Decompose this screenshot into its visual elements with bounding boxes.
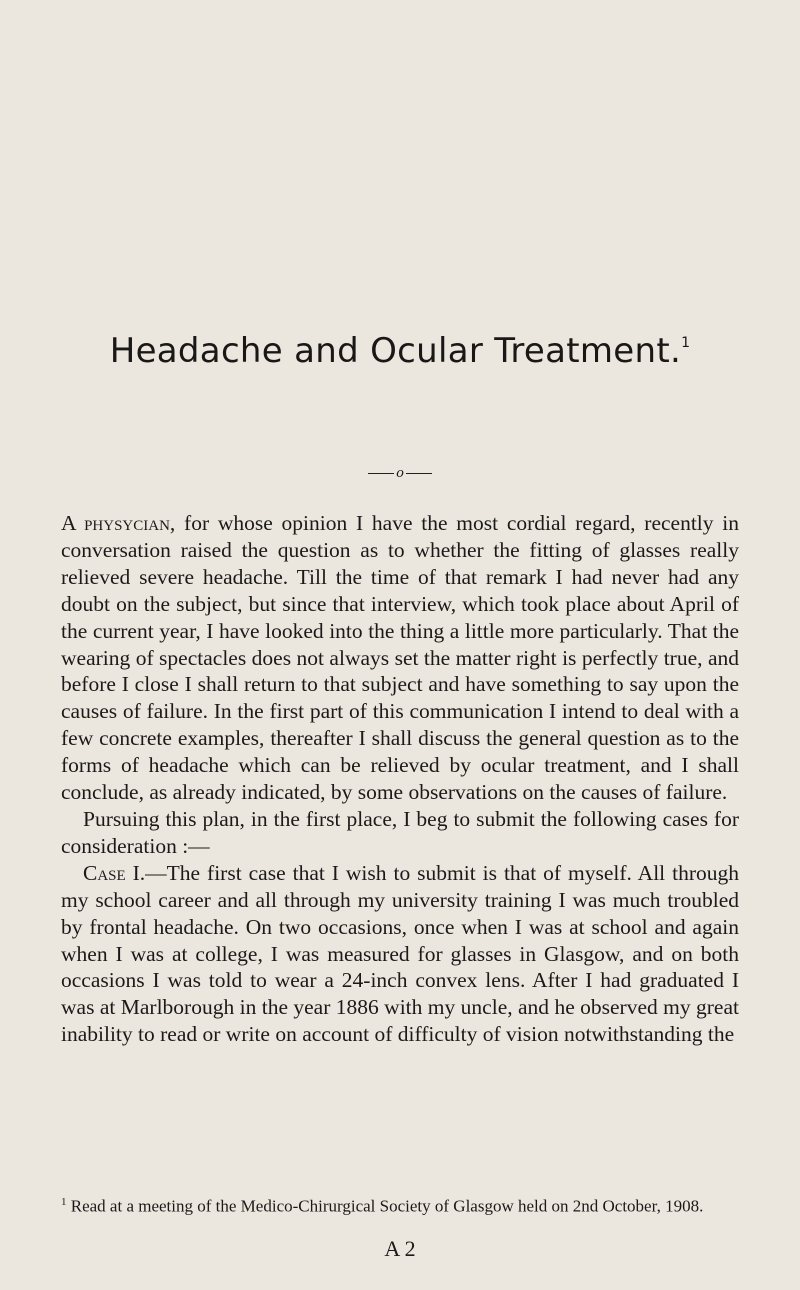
paragraph-1-text: for whose opinion I have the most cordial regard, recently in conversation raised the question as to whether the fitting of glasses really relieved severe headache. Till the time of that remark I had never had any doubt on the subject, but since that interview, which took place about April of the current year, I have looked into the thing a little more particularly. That the wearing of spectacles does not always set the matter right is perfectly true, and before I close I shall return to that subject and have something to say upon the causes of failure. In the first part of this communication I intend to deal with a few concrete examples, thereafter I shall discuss the general question as to the forms of headache which can be relieved by ocular treatment, and I shall conclude, as already indicated, by some observations on the causes of failure. [61, 511, 739, 805]
title-text: Headache and Ocular Treatment. [109, 331, 682, 371]
separator-mark: o [396, 466, 404, 481]
paragraph-2: Pursuing this plan, in the first place, I beg to submit the following cases for consideration :— [61, 806, 739, 858]
separator-dash-left [368, 473, 394, 474]
footnote [61, 1192, 739, 1217]
signature-mark: A 2 [384, 1236, 416, 1261]
separator-dash-right [406, 473, 432, 474]
paragraph-3 [61, 860, 739, 1048]
footnote-marker: 1 [61, 1196, 67, 1208]
body-text [61, 510, 739, 1048]
title-footnote-marker: 1 [681, 335, 691, 351]
page-title [0, 331, 800, 371]
paragraph-3-text: —The first case that I wish to submit is that of myself. All through my school career and all through my university training I was much troubled by frontal headache. On two occasions, once when I was at school and again when I was at college, I was measured for glasses in Glasgow, and on both occasions I was told to wear a 24-inch convex lens. After I had graduated I was at Marlborough in the year 1886 with my uncle, and he observed my great inability to read or write on account of difficulty of vision notwithstanding the [61, 860, 739, 1047]
paragraph-1-lead: A physycian, [61, 511, 176, 535]
case-heading: Case I. [83, 860, 146, 885]
section-separator [0, 466, 800, 481]
paragraph-1 [61, 510, 739, 806]
footnote-text: Read at a meeting of the Medico-Chirurgical Society of Glasgow held on 2nd October, 1908. [66, 1196, 704, 1216]
